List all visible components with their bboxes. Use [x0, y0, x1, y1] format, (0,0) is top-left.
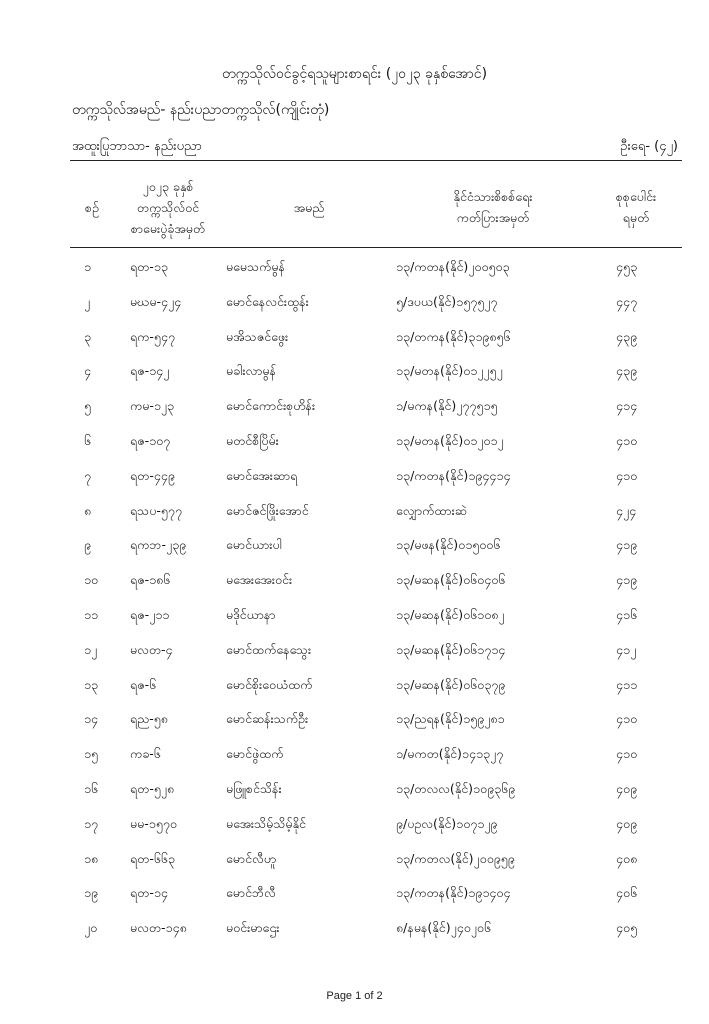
row-no: ၈ [84, 502, 92, 518]
major-line: အထူးပြုဘာသာ- နည်းပညာ [72, 139, 202, 154]
row-no: ၃ [84, 328, 92, 344]
header-reg-line3: စာမေးပွဲခုံအမှတ် [130, 220, 206, 236]
row-mark: ၄၀၈ [616, 850, 638, 866]
row-no: ၂ [84, 293, 91, 309]
document-title: တက္ကသိုလ်ဝင်ခွင့်ရသူများစာရင်း (၂၀၂၃ ခုနှစ်အောင်) [221, 66, 488, 82]
row-reg: ရကဘ-၂၃၉ [130, 537, 187, 553]
row-name: မအေးသိမ့်သိမ့်နိုင် [226, 815, 306, 831]
row-reg: ရတ-၅၂၈ [130, 780, 175, 796]
header-mark [590, 170, 682, 244]
table-row [70, 320, 682, 355]
row-name: မဒိုင်ယာနာ [226, 606, 276, 622]
row-no: ၁၆ [84, 780, 99, 796]
header-nrc [396, 170, 590, 244]
header-nrc-line1: နိုင်ငံသားစိစစ်ရေး [453, 189, 533, 204]
row-mark: ၄၁၀ [616, 432, 638, 448]
table-row [70, 807, 682, 842]
row-no: ၁၃ [84, 676, 99, 692]
row-no: ၆ [84, 432, 92, 448]
row-name: မအေးအေးဝင်း [226, 572, 293, 588]
row-nrc: ၉/ပဥလ(နိုင်)၁၀၇၁၂၉ [396, 815, 498, 831]
row-reg: မဃမ-၄၂၄ [130, 293, 182, 309]
row-nrc: ၁၃/မဖန(နိုင်)၀၁၅၀၀၆ [396, 537, 501, 553]
row-name: မတင်စီပြိမ်း [226, 432, 279, 448]
header-reg [114, 170, 222, 244]
row-reg: ရတ-၁၄ [130, 885, 168, 901]
row-reg: ရဇ-၁၈၆ [130, 572, 171, 588]
row-nrc: ၁၃/ကတန(နိုင်)၂၀၀၅၀၃ [396, 259, 510, 274]
table-row [70, 598, 682, 633]
row-reg: မမ-၁၅၇၀ [130, 815, 177, 831]
row-no: ၅ [84, 398, 92, 414]
row-nrc: လျှောက်ထားဆဲ [396, 502, 467, 518]
header-mark-line2: ရမှတ် [622, 210, 650, 225]
row-name: မမေသက်မွန် [226, 259, 285, 274]
row-no: ၁၂ [84, 641, 98, 657]
table-body [70, 250, 682, 946]
table-row [70, 668, 682, 703]
row-name: မောင်စိုးဝေယံထက် [226, 676, 313, 692]
row-reg: ရဇ-၆ [130, 676, 157, 692]
row-nrc: ၁၃/မဆန(နိုင်)၀၆၁၇၁၄ [396, 641, 506, 657]
row-name: မဝင်းမာဌေး [226, 920, 280, 936]
row-no: ၉ [84, 537, 92, 553]
row-mark: ၄၁၂ [616, 641, 637, 657]
row-mark: ၄၀၆ [616, 885, 638, 901]
row-reg: ရသပ-၅၇၇ [130, 502, 182, 518]
row-reg: ရဇ-၁၀၇ [130, 432, 171, 448]
row-name: မောင်ဇင်ဖြိုးအောင် [226, 502, 309, 518]
header-reg-line2: တက္ကသိုလ်ဝင် [136, 199, 200, 215]
row-reg: ရတ-၄၄၉ [130, 467, 175, 483]
row-mark: ၄၁၆ [616, 606, 638, 622]
table-row [70, 772, 682, 807]
row-no: ၁၁ [84, 606, 99, 622]
row-no: ၁၉ [84, 885, 99, 901]
table-row [70, 354, 682, 389]
table-row [70, 702, 682, 737]
row-name: မောင်ဖွဲထက် [226, 746, 284, 762]
header-no-label: စဉ် [85, 199, 99, 215]
table-row [70, 250, 682, 285]
row-name: မောင်ကောင်းစုဟိန်း [226, 398, 316, 414]
row-name: မဖြူစင်သိန်း [226, 780, 282, 796]
row-reg: ကမ-၁၂၃ [130, 398, 175, 414]
table-row [70, 633, 682, 668]
row-mark: ၄၃၉ [616, 328, 638, 344]
row-mark: ၄၁၉ [616, 572, 638, 588]
row-nrc: ၁၃/ကတန(နိုင်)၁၉၄၄၁၄ [396, 467, 511, 483]
row-nrc: ၁၃/ကတလ(နိုင်)၂၀၀၉၅၉ [396, 850, 515, 866]
row-name: မအိသဇင်ဖွေး [226, 328, 289, 344]
row-reg: ရက-၅၄၇ [130, 328, 176, 344]
row-no: ၁၀ [84, 572, 99, 588]
table-row [70, 424, 682, 459]
row-nrc: ၁၃/တလလ(နိုင်)၁၀၉၃၆၉ [396, 780, 516, 796]
table-row [70, 285, 682, 320]
table-row [70, 737, 682, 772]
row-name: မောင်လီဟူ [226, 850, 276, 866]
row-name: မောင်ယားပါ [226, 537, 282, 553]
row-nrc: ၁/မကန(နိုင်)၂၇၇၅၁၅ [396, 398, 498, 414]
quota-line: ဦးရေ- (၄၂) [620, 139, 678, 154]
table-row [70, 528, 682, 563]
header-name [222, 170, 396, 244]
row-nrc: ၁၃/မတန(နိုင်)၀၁၂၀၁၂ [396, 432, 504, 448]
table-row [70, 389, 682, 424]
row-nrc: ၅/ဒပယ(နိုင်)၁၅၇၅၂၇ [396, 293, 498, 309]
row-nrc: ၁၃/ညရန(နိုင်)၁၅၉၂၈၁ [396, 711, 505, 727]
row-reg: ရဇ-၁၄၂ [130, 363, 170, 379]
row-reg: ရတ-၁၃ [130, 259, 168, 274]
row-name: မောင်ဆန်းသက်ဦး [226, 711, 309, 727]
table-row [70, 911, 682, 946]
row-no: ၁၇ [84, 815, 99, 831]
table-row [70, 563, 682, 598]
header-mark-line1: စုစုပေါင်း [615, 189, 657, 204]
row-nrc: ၁၃/ကတန(နိုင်)၁၉၁၄၀၄ [396, 885, 511, 901]
table-header [70, 170, 682, 244]
row-mark: ၄၀၉ [616, 780, 638, 796]
row-mark: ၄၂၄ [616, 502, 637, 518]
row-nrc: ၁၃/မတန(နိုင်)၀၁၂၂၅၂ [396, 363, 503, 379]
row-name: မခါးလာမွန် [226, 363, 276, 379]
table-row [70, 876, 682, 911]
meta-row [72, 138, 678, 157]
row-mark: ၄၄၇ [616, 293, 638, 309]
row-reg: ရည-၅၈ [130, 711, 168, 727]
row-no: ၄ [84, 363, 92, 379]
row-mark: ၄၁၄ [616, 398, 638, 414]
table-row [70, 842, 682, 877]
row-no: ၁၈ [84, 850, 99, 866]
row-mark: ၄၁၀ [616, 467, 638, 483]
row-mark: ၄၁၁ [616, 676, 638, 692]
row-reg: မလတ-၄ [130, 641, 173, 657]
row-no: ၇ [84, 467, 92, 483]
row-nrc: ၁/မကတ(နိုင်)၁၄၁၃၂၇ [396, 746, 504, 762]
table-top-rule [70, 160, 682, 161]
row-mark: ၄၅၃ [616, 259, 638, 274]
table-row [70, 459, 682, 494]
row-name: မောင်ဘီလီ [226, 885, 276, 901]
row-nrc: ၁၃/မဆန(နိုင်)၀၆၀၃၇၉ [396, 676, 506, 692]
row-nrc: ၁၃/မဆန(နိုင်)၀၆၀၄၀၆ [396, 572, 506, 588]
row-no: ၂၀ [84, 920, 98, 936]
row-reg: ကခ-၆ [130, 746, 161, 762]
university-line: တက္ကသိုလ်အမည်- နည်းပညာတက္ကသိုလ်(ကျိုင်းတုံ) [72, 102, 330, 118]
row-mark: ၄၁၉ [616, 537, 638, 553]
row-mark: ၄၁၀ [616, 711, 638, 727]
row-no: ၁၄ [84, 711, 99, 727]
row-reg: မလတ-၁၄၈ [130, 920, 187, 936]
header-no [70, 170, 114, 244]
row-mark: ၄၀၅ [616, 920, 638, 936]
header-name-label: အမည် [293, 199, 325, 215]
header-reg-line1: ၂၀၂၃ ခုနှစ် [142, 178, 194, 194]
row-mark: ၄၀၉ [616, 815, 638, 831]
row-name: မောင်အေးဆာရ [226, 467, 298, 483]
row-reg: ရဇ-၂၁၁ [130, 606, 170, 622]
row-nrc: ၁၃/တကန(နိုင်)၃၁၉၈၅၆ [396, 328, 511, 344]
row-name: မောင်ထက်နေသွေး [226, 641, 312, 657]
row-no: ၁၅ [84, 746, 99, 762]
table-header-rule [70, 247, 682, 248]
page-number: Page 1 of 2 [326, 990, 383, 1002]
header-nrc-line2: ကတ်ပြားအမှတ် [456, 210, 530, 225]
row-no: ၁ [84, 259, 92, 274]
row-name: မောင်နေလင်းထွန်း [226, 293, 309, 309]
row-nrc: ၈/နမန(နိုင်)၂၄၀၂၀၆ [396, 920, 491, 936]
row-mark: ၄၃၉ [616, 363, 638, 379]
row-nrc: ၁၃/မဆန(နိုင်)၀၆၁၀၈၂ [396, 606, 505, 622]
row-reg: ရတ-၆၆၃ [130, 850, 175, 866]
row-mark: ၄၁၀ [616, 746, 638, 762]
table-row [70, 494, 682, 529]
